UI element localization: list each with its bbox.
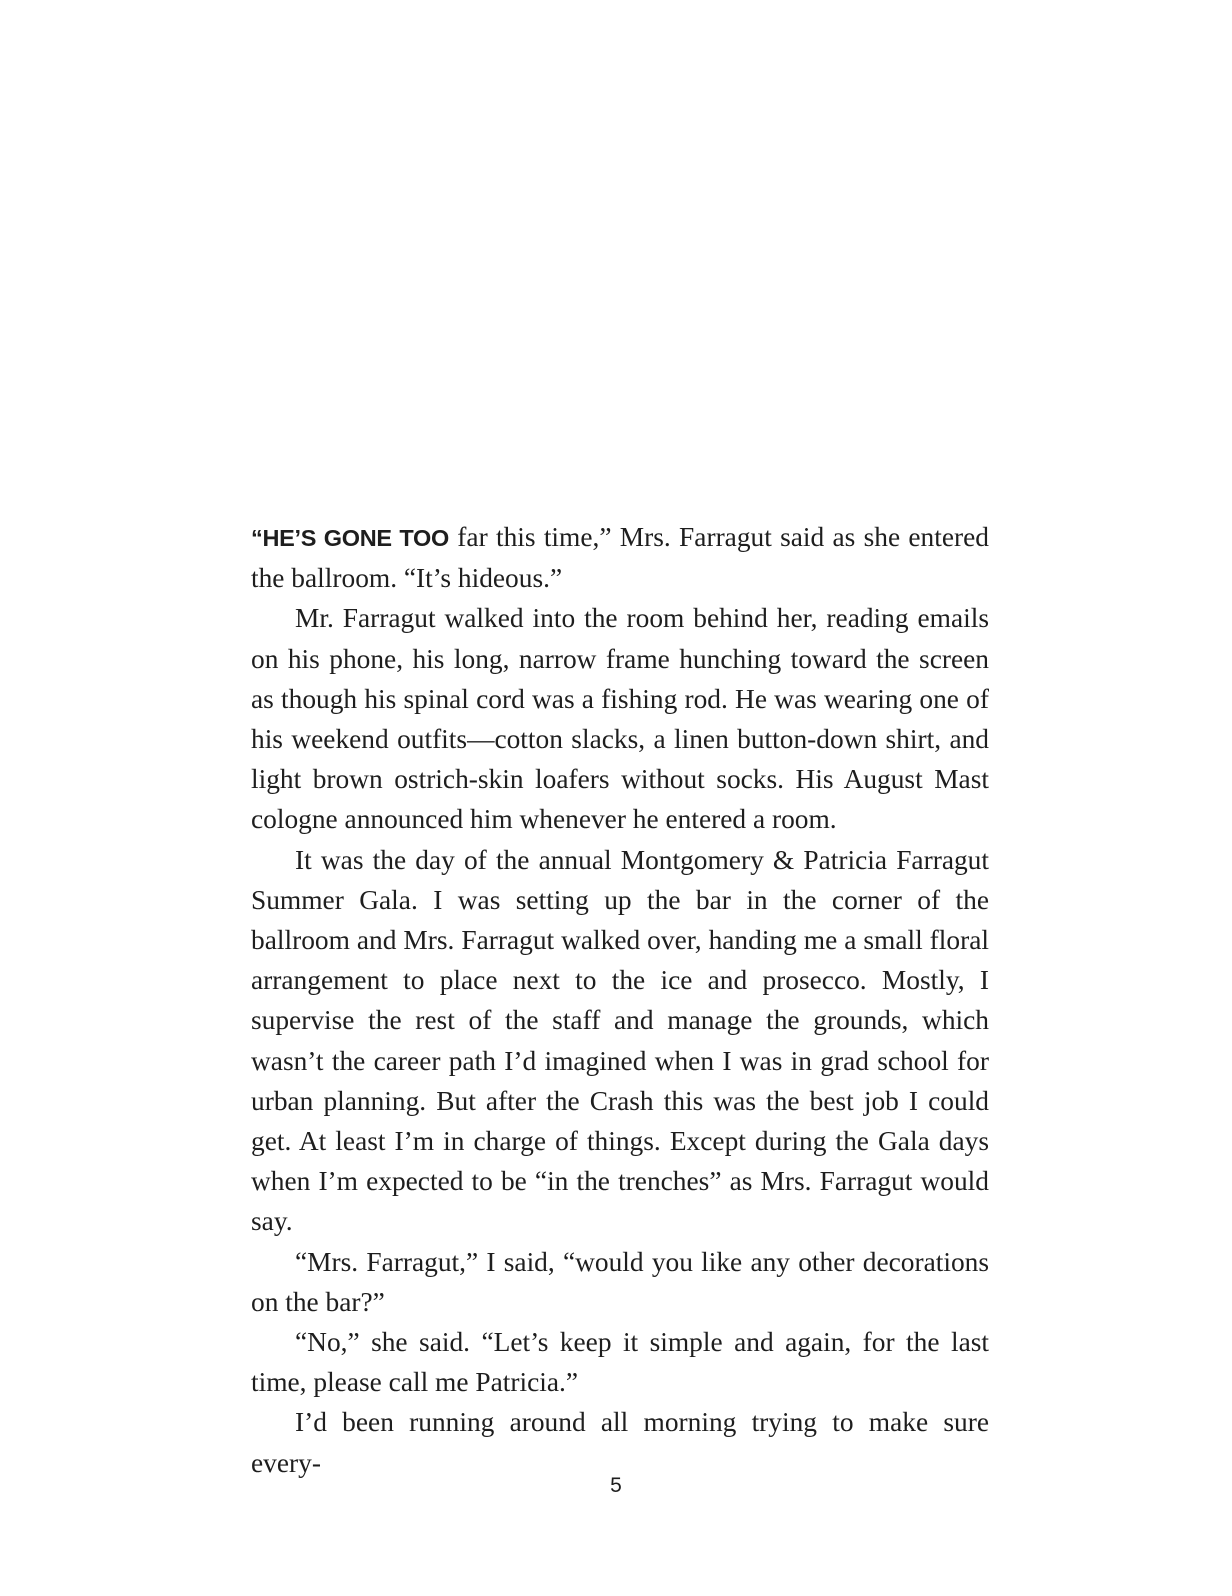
- paragraph-3: It was the day of the annual Montgomery & Patricia Farragut Summer Gala. I was setting up the bar in the corner of the ballroom and Mrs. Farragut walked over, handing me a small floral arrangement to place next to the ice and prosecco. Mostly, I supervise the rest of the staff and manage the grounds, which wasn’t the career path I’d imagined when I was in grad school for urban planning. But after the Crash this was the best job I could get. At least I’m in charge of things. Except during the Gala days when I’m expected to be “in the trenches” as Mrs. Farragut would say.: [251, 844, 989, 1237]
- paragraph-1-text: far this time,” Mrs. Farragut said as she entered the ballroom. “It’s hideous.”: [251, 522, 989, 594]
- paragraph-1: [251, 517, 989, 598]
- body-text: [251, 517, 989, 1483]
- paragraph-6: I’d been running around all morning trying to make sure every-: [251, 1407, 989, 1478]
- paragraph-5: “No,” she said. “Let’s keep it simple and again, for the last time, please call me Patricia.”: [251, 1327, 989, 1398]
- page-number: 5: [610, 1474, 622, 1497]
- lead-in-caps: “HE’S GONE TOO: [251, 525, 450, 551]
- paragraph-2: Mr. Farragut walked into the room behind her, reading emails on his phone, his long, narrow frame hunching toward the screen as though his spinal cord was a fishing rod. He was wearing one of his weekend outfits—cotton slacks, a linen button-down shirt, and light brown ostrich-skin loafers without socks. His August Mast cologne announced him whenever he entered a room.: [251, 603, 989, 835]
- paragraph-4: “Mrs. Farragut,” I said, “would you like any other decorations on the bar?”: [251, 1246, 989, 1317]
